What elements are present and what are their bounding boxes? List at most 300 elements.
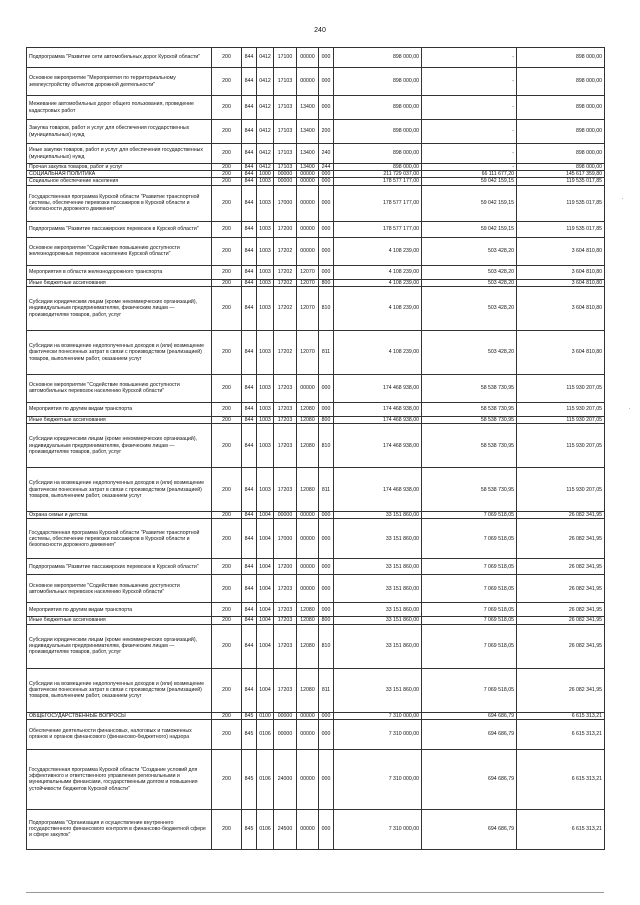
cell-ved: 844	[242, 374, 257, 402]
cell-program: 17203	[274, 575, 297, 603]
cell-expense-type: 000	[319, 221, 334, 237]
cell-approved: 174 468 938,00	[334, 416, 422, 423]
cell-executed: 58 538 730,95	[422, 374, 517, 402]
cell-section: 0106	[257, 809, 274, 849]
cell-executed: 59 042 159,15	[422, 185, 517, 221]
cell-executed: 503 428,20	[422, 237, 517, 265]
table-row	[27, 185, 605, 221]
cell-direction: 00000	[297, 237, 319, 265]
cell-section: 0412	[257, 144, 274, 164]
table-row	[27, 575, 605, 603]
cell-grbs: 200	[212, 48, 242, 68]
cell-program: 24000	[274, 749, 297, 809]
cell-remainder: 26 082 341,95	[517, 617, 605, 624]
table-row	[27, 402, 605, 416]
cell-approved: 898 000,00	[334, 144, 422, 164]
cell-approved: 898 000,00	[334, 120, 422, 144]
cell-remainder: 898 000,00	[517, 120, 605, 144]
cell-program: 17203	[274, 603, 297, 617]
table-row	[27, 416, 605, 423]
cell-expense-type: 000	[319, 171, 334, 178]
cell-ved: 844	[242, 624, 257, 668]
cell-remainder: 115 930 207,05	[517, 424, 605, 468]
cell-program: 24500	[274, 809, 297, 849]
cell-ved: 844	[242, 178, 257, 185]
cell-name: Субсидии юридическим лицам (кроме некоммерческих организаций), индивидуальным предпринимателям, физическим лицам — производителям товаров, работ, услуг	[27, 286, 212, 330]
cell-grbs: 200	[212, 402, 242, 416]
cell-executed: 694 686,79	[422, 809, 517, 849]
cell-approved: 174 468 938,00	[334, 374, 422, 402]
cell-remainder: 898 000,00	[517, 48, 605, 68]
cell-grbs: 200	[212, 221, 242, 237]
cell-remainder: 898 000,00	[517, 164, 605, 171]
cell-remainder: 6 615 313,21	[517, 712, 605, 719]
cell-direction: 00000	[297, 712, 319, 719]
cell-executed: 7 069 518,05	[422, 624, 517, 668]
table-row	[27, 48, 605, 68]
cell-direction: 00000	[297, 178, 319, 185]
cell-ved: 844	[242, 185, 257, 221]
cell-direction: 12070	[297, 279, 319, 286]
cell-section: 0412	[257, 120, 274, 144]
cell-executed: 58 538 730,95	[422, 468, 517, 512]
cell-direction: 00000	[297, 512, 319, 519]
cell-direction: 12070	[297, 265, 319, 279]
cell-executed: 58 538 730,95	[422, 416, 517, 423]
cell-direction: 00000	[297, 171, 319, 178]
cell-direction: 00000	[297, 519, 319, 559]
cell-executed: 7 069 518,05	[422, 559, 517, 575]
cell-section: 1003	[257, 424, 274, 468]
cell-expense-type: 810	[319, 424, 334, 468]
cell-name: Подпрограмма "Развитие сети автомобильных дорог Курской области"	[27, 48, 212, 68]
cell-program: 17202	[274, 286, 297, 330]
cell-grbs: 200	[212, 712, 242, 719]
cell-program: 17103	[274, 164, 297, 171]
cell-program: 17202	[274, 237, 297, 265]
cell-program: 00000	[274, 512, 297, 519]
cell-section: 1004	[257, 603, 274, 617]
cell-grbs: 200	[212, 330, 242, 374]
cell-ved: 844	[242, 575, 257, 603]
cell-grbs: 200	[212, 416, 242, 423]
cell-name: Основное мероприятие "Содействие повышению доступности железнодорожных перевозок населению Курской области"	[27, 237, 212, 265]
cell-approved: 211 729 037,00	[334, 171, 422, 178]
cell-program: 17200	[274, 221, 297, 237]
cell-name: Субсидии на возмещение недополученных доходов и (или) возмещение фактически понесенных затрат в связи с производством (реализацией) товаров, выполнением работ, оказанием услуг	[27, 468, 212, 512]
cell-expense-type: 000	[319, 237, 334, 265]
cell-name: Закупка товаров, работ и услуг для обеспечения государственных (муниципальных) нужд	[27, 120, 212, 144]
cell-expense-type: 200	[319, 120, 334, 144]
cell-approved: 178 577 177,00	[334, 178, 422, 185]
cell-remainder: 119 535 017,85	[517, 178, 605, 185]
cell-section: 1003	[257, 402, 274, 416]
table-row	[27, 221, 605, 237]
table-row	[27, 603, 605, 617]
cell-executed: 59 042 159,15	[422, 221, 517, 237]
cell-name: Субсидии на возмещение недополученных доходов и (или) возмещение фактически понесенных затрат в связи с производством (реализацией) товаров, выполнением работ, оказанием услуг	[27, 668, 212, 712]
cell-direction: 00000	[297, 559, 319, 575]
cell-name: Основное мероприятие "Содействие повышению доступности автомобильных перевозок населению Курской области"	[27, 374, 212, 402]
cell-name: Иные бюджетные ассигнования	[27, 279, 212, 286]
cell-approved: 7 310 000,00	[334, 719, 422, 749]
cell-ved: 844	[242, 96, 257, 120]
cell-approved: 33 151 860,00	[334, 668, 422, 712]
cell-grbs: 200	[212, 286, 242, 330]
table-row	[27, 424, 605, 468]
cell-direction: 12080	[297, 603, 319, 617]
cell-program: 17202	[274, 265, 297, 279]
cell-executed: 7 069 518,05	[422, 668, 517, 712]
cell-name: Субсидии на возмещение недополученных доходов и (или) возмещение фактически понесенных затрат в связи с производством (реализацией) товаров, выполнением работ, оказанием услуг	[27, 330, 212, 374]
cell-grbs: 200	[212, 624, 242, 668]
cell-program: 17103	[274, 96, 297, 120]
cell-direction: 00000	[297, 221, 319, 237]
cell-program: 00000	[274, 719, 297, 749]
cell-direction: 12080	[297, 668, 319, 712]
cell-approved: 898 000,00	[334, 68, 422, 96]
cell-expense-type: 000	[319, 519, 334, 559]
cell-direction: 12080	[297, 402, 319, 416]
cell-direction: 00000	[297, 719, 319, 749]
cell-name: Мероприятия в области железнодорожного транспорта	[27, 265, 212, 279]
scan-dust-mark	[622, 198, 623, 199]
cell-remainder: 26 082 341,95	[517, 603, 605, 617]
cell-approved: 4 108 239,00	[334, 330, 422, 374]
cell-approved: 7 310 000,00	[334, 749, 422, 809]
cell-direction: 12080	[297, 424, 319, 468]
cell-direction: 00000	[297, 374, 319, 402]
cell-approved: 33 151 860,00	[334, 559, 422, 575]
cell-direction: 12080	[297, 468, 319, 512]
cell-expense-type: 000	[319, 402, 334, 416]
cell-name: Подпрограмма "Развитие пассажирских перевозок в Курской области"	[27, 559, 212, 575]
cell-program: 17203	[274, 617, 297, 624]
cell-section: 0412	[257, 48, 274, 68]
cell-executed: -	[422, 144, 517, 164]
cell-approved: 33 151 860,00	[334, 512, 422, 519]
cell-expense-type: 000	[319, 48, 334, 68]
cell-ved: 844	[242, 402, 257, 416]
cell-remainder: 6 615 313,21	[517, 809, 605, 849]
table-row	[27, 171, 605, 178]
cell-name: Иные бюджетные ассигнования	[27, 617, 212, 624]
cell-expense-type: 000	[319, 185, 334, 221]
cell-name: Подпрограмма "Развитие пассажирских перевозок в Курской области"	[27, 221, 212, 237]
cell-name: Иные закупки товаров, работ и услуг для обеспечения государственных (муниципальных) нужд	[27, 144, 212, 164]
cell-ved: 844	[242, 221, 257, 237]
cell-remainder: 898 000,00	[517, 68, 605, 96]
cell-grbs: 200	[212, 719, 242, 749]
cell-program: 17203	[274, 468, 297, 512]
cell-executed: -	[422, 96, 517, 120]
cell-approved: 7 310 000,00	[334, 712, 422, 719]
cell-program: 17203	[274, 668, 297, 712]
cell-grbs: 200	[212, 144, 242, 164]
cell-direction: 13400	[297, 144, 319, 164]
cell-section: 1003	[257, 237, 274, 265]
cell-executed: 66 111 677,20	[422, 171, 517, 178]
cell-executed: -	[422, 120, 517, 144]
cell-name: СОЦИАЛЬНАЯ ПОЛИТИКА	[27, 171, 212, 178]
cell-section: 1003	[257, 286, 274, 330]
table-row	[27, 468, 605, 512]
cell-expense-type: 000	[319, 603, 334, 617]
cell-executed: -	[422, 68, 517, 96]
cell-program: 17202	[274, 330, 297, 374]
cell-program: 17000	[274, 185, 297, 221]
cell-expense-type: 000	[319, 96, 334, 120]
cell-name: Основное мероприятие "Содействие повышению доступности автомобильных перевозок населению Курской области"	[27, 575, 212, 603]
cell-ved: 844	[242, 68, 257, 96]
cell-approved: 33 151 860,00	[334, 575, 422, 603]
cell-grbs: 200	[212, 749, 242, 809]
cell-direction: 00000	[297, 185, 319, 221]
cell-direction: 13400	[297, 120, 319, 144]
cell-direction: 12080	[297, 617, 319, 624]
cell-section: 1003	[257, 178, 274, 185]
cell-expense-type: 000	[319, 575, 334, 603]
table-row	[27, 164, 605, 171]
table-row	[27, 330, 605, 374]
cell-approved: 33 151 860,00	[334, 624, 422, 668]
cell-section: 0412	[257, 96, 274, 120]
cell-executed: -	[422, 48, 517, 68]
cell-ved: 844	[242, 330, 257, 374]
cell-section: 1000	[257, 171, 274, 178]
cell-name: Подпрограмма "Организация и осуществление внутреннего государственного финансового контроля в финансово-бюджетной сфере и сфере закупок"	[27, 809, 212, 849]
cell-section: 1003	[257, 279, 274, 286]
cell-grbs: 200	[212, 178, 242, 185]
cell-executed: 7 069 518,05	[422, 617, 517, 624]
cell-name: Иные бюджетные ассигнования	[27, 416, 212, 423]
cell-executed: 503 428,20	[422, 286, 517, 330]
cell-grbs: 200	[212, 575, 242, 603]
cell-name: Межевание автомобильных дорог общего пользования, проведение кадастровых работ	[27, 96, 212, 120]
cell-ved: 844	[242, 164, 257, 171]
cell-direction: 00000	[297, 809, 319, 849]
cell-expense-type: 810	[319, 624, 334, 668]
table-row	[27, 178, 605, 185]
cell-section: 1004	[257, 519, 274, 559]
table-row	[27, 809, 605, 849]
cell-grbs: 200	[212, 424, 242, 468]
cell-grbs: 200	[212, 468, 242, 512]
cell-ved: 844	[242, 668, 257, 712]
cell-remainder: 898 000,00	[517, 144, 605, 164]
cell-remainder: 3 604 810,80	[517, 279, 605, 286]
cell-section: 1004	[257, 512, 274, 519]
cell-grbs: 200	[212, 519, 242, 559]
cell-name: Государственная программа Курской области "Создание условий для эффективного и ответственного управления региональными и муниципальными финансами, государственным долгом и повышения устойчивости бюджетов Курской области"	[27, 749, 212, 809]
cell-grbs: 200	[212, 237, 242, 265]
cell-section: 1003	[257, 265, 274, 279]
cell-name: Обеспечение деятельности финансовых, налоговых и таможенных органов и органов финансового (финансово-бюджетного) надзора	[27, 719, 212, 749]
cell-expense-type: 000	[319, 178, 334, 185]
cell-grbs: 200	[212, 374, 242, 402]
cell-section: 1004	[257, 575, 274, 603]
cell-remainder: 115 930 207,05	[517, 468, 605, 512]
cell-executed: 7 069 518,05	[422, 575, 517, 603]
cell-expense-type: 800	[319, 416, 334, 423]
cell-remainder: 119 535 017,85	[517, 185, 605, 221]
cell-grbs: 200	[212, 96, 242, 120]
cell-grbs: 200	[212, 68, 242, 96]
cell-approved: 4 108 239,00	[334, 265, 422, 279]
cell-program: 17103	[274, 144, 297, 164]
cell-section: 1003	[257, 330, 274, 374]
table-row	[27, 512, 605, 519]
table-row	[27, 374, 605, 402]
cell-section: 0100	[257, 712, 274, 719]
cell-ved: 844	[242, 512, 257, 519]
cell-expense-type: 000	[319, 749, 334, 809]
cell-ved: 845	[242, 712, 257, 719]
cell-name: Мероприятия по другим видам транспорта	[27, 603, 212, 617]
cell-section: 0412	[257, 164, 274, 171]
cell-grbs: 200	[212, 185, 242, 221]
cell-grbs: 200	[212, 164, 242, 171]
cell-grbs: 200	[212, 809, 242, 849]
cell-name: Субсидии юридическим лицам (кроме некоммерческих организаций), индивидуальным предпринимателям, физическим лицам — производителям товаров, работ, услуг	[27, 424, 212, 468]
cell-executed: 503 428,20	[422, 279, 517, 286]
table-body	[27, 48, 605, 850]
cell-section: 1003	[257, 374, 274, 402]
cell-approved: 898 000,00	[334, 48, 422, 68]
cell-expense-type: 240	[319, 144, 334, 164]
cell-ved: 844	[242, 237, 257, 265]
table-row	[27, 265, 605, 279]
cell-ved: 844	[242, 603, 257, 617]
cell-approved: 174 468 938,00	[334, 424, 422, 468]
cell-remainder: 26 082 341,95	[517, 575, 605, 603]
cell-direction: 00000	[297, 575, 319, 603]
cell-expense-type: 000	[319, 809, 334, 849]
cell-ved: 844	[242, 617, 257, 624]
cell-program: 17103	[274, 120, 297, 144]
cell-ved: 845	[242, 719, 257, 749]
scan-dust-mark	[629, 408, 630, 409]
budget-table	[26, 47, 605, 850]
cell-section: 1004	[257, 624, 274, 668]
cell-name: Субсидии юридическим лицам (кроме некоммерческих организаций), индивидуальным предпринимателям, физическим лицам — производителям товаров, работ, услуг	[27, 624, 212, 668]
cell-approved: 4 108 239,00	[334, 286, 422, 330]
cell-executed: -	[422, 164, 517, 171]
cell-expense-type: 244	[319, 164, 334, 171]
cell-approved: 898 000,00	[334, 96, 422, 120]
cell-section: 0106	[257, 719, 274, 749]
table-row	[27, 96, 605, 120]
cell-expense-type: 811	[319, 468, 334, 512]
cell-remainder: 26 082 341,95	[517, 519, 605, 559]
cell-ved: 844	[242, 144, 257, 164]
cell-approved: 174 468 938,00	[334, 468, 422, 512]
cell-direction: 13400	[297, 164, 319, 171]
cell-name: Охрана семьи и детства	[27, 512, 212, 519]
cell-ved: 844	[242, 519, 257, 559]
cell-executed: 694 686,79	[422, 719, 517, 749]
cell-approved: 898 000,00	[334, 164, 422, 171]
cell-expense-type: 000	[319, 512, 334, 519]
cell-executed: 7 069 518,05	[422, 512, 517, 519]
cell-section: 1004	[257, 617, 274, 624]
table-row	[27, 668, 605, 712]
cell-expense-type: 810	[319, 286, 334, 330]
cell-remainder: 3 604 810,80	[517, 286, 605, 330]
cell-remainder: 898 000,00	[517, 96, 605, 120]
cell-direction: 12080	[297, 624, 319, 668]
cell-expense-type: 000	[319, 559, 334, 575]
cell-program: 17203	[274, 402, 297, 416]
cell-expense-type: 000	[319, 719, 334, 749]
table-row	[27, 120, 605, 144]
cell-ved: 845	[242, 809, 257, 849]
table-row	[27, 719, 605, 749]
cell-grbs: 200	[212, 512, 242, 519]
table-row	[27, 279, 605, 286]
cell-remainder: 115 930 207,05	[517, 402, 605, 416]
cell-direction: 12070	[297, 330, 319, 374]
cell-section: 0106	[257, 749, 274, 809]
cell-name: Социальное обеспечение населения	[27, 178, 212, 185]
cell-remainder: 6 615 313,21	[517, 749, 605, 809]
table-row	[27, 68, 605, 96]
cell-approved: 178 577 177,00	[334, 185, 422, 221]
cell-approved: 4 108 239,00	[334, 279, 422, 286]
cell-section: 1004	[257, 668, 274, 712]
cell-remainder: 6 615 313,21	[517, 719, 605, 749]
cell-ved: 844	[242, 279, 257, 286]
cell-executed: 7 069 518,05	[422, 603, 517, 617]
cell-direction: 12080	[297, 416, 319, 423]
cell-expense-type: 000	[319, 374, 334, 402]
cell-remainder: 115 930 207,05	[517, 374, 605, 402]
cell-program: 17203	[274, 624, 297, 668]
cell-remainder: 3 604 810,80	[517, 237, 605, 265]
cell-executed: 58 538 730,95	[422, 424, 517, 468]
cell-executed: 59 042 159,15	[422, 178, 517, 185]
table-row	[27, 519, 605, 559]
cell-remainder: 3 604 810,80	[517, 330, 605, 374]
cell-remainder: 3 604 810,80	[517, 265, 605, 279]
cell-approved: 4 108 239,00	[334, 237, 422, 265]
table-row	[27, 237, 605, 265]
cell-name: ОБЩЕГОСУДАРСТВЕННЫЕ ВОПРОСЫ	[27, 712, 212, 719]
cell-executed: 503 428,20	[422, 265, 517, 279]
cell-direction: 00000	[297, 68, 319, 96]
cell-executed: 694 686,79	[422, 712, 517, 719]
cell-direction: 12070	[297, 286, 319, 330]
cell-section: 0412	[257, 68, 274, 96]
cell-executed: 58 538 730,95	[422, 402, 517, 416]
cell-executed: 7 069 518,05	[422, 519, 517, 559]
table-row	[27, 749, 605, 809]
cell-ved: 845	[242, 749, 257, 809]
table-row	[27, 286, 605, 330]
page-number: 240	[314, 27, 326, 34]
cell-grbs: 200	[212, 617, 242, 624]
cell-remainder: 115 930 207,05	[517, 416, 605, 423]
cell-approved: 33 151 860,00	[334, 519, 422, 559]
cell-expense-type: 000	[319, 712, 334, 719]
cell-section: 1003	[257, 416, 274, 423]
cell-remainder: 145 617 359,80	[517, 171, 605, 178]
cell-remainder: 119 535 017,85	[517, 221, 605, 237]
cell-grbs: 200	[212, 171, 242, 178]
cell-ved: 844	[242, 265, 257, 279]
cell-ved: 844	[242, 424, 257, 468]
table-row	[27, 712, 605, 719]
